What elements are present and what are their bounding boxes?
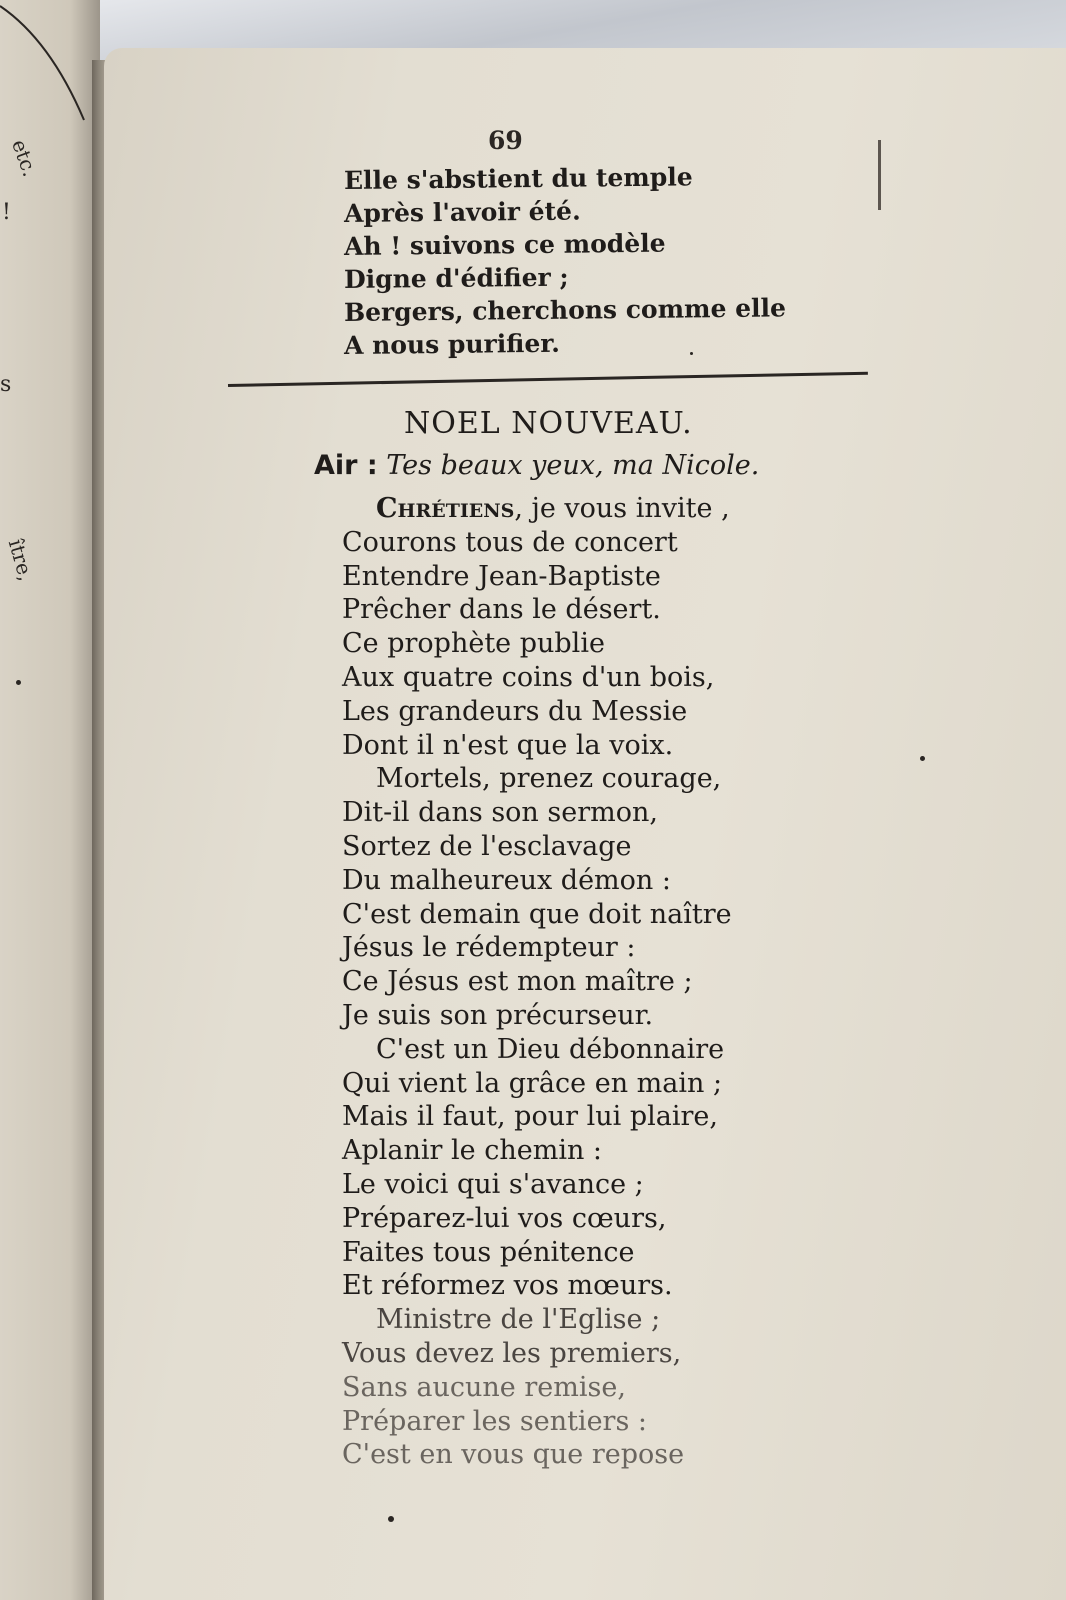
- verse-line: Mais il faut, pour lui plaire,: [342, 1101, 718, 1133]
- verse-line: Du malheureux démon :: [342, 864, 671, 896]
- ink-speck: [690, 352, 693, 355]
- verse-line: Aux quatre coins d'un bois,: [342, 661, 715, 693]
- song-title: NOEL NOUVEAU.: [404, 406, 693, 441]
- verse-line: C'est demain que doit naître: [342, 898, 732, 930]
- left-page-edge: [0, 0, 100, 1600]
- verse-line: Aplanir le chemin :: [342, 1135, 603, 1167]
- song-lyrics: [342, 492, 732, 1472]
- air-indication: [314, 450, 759, 481]
- margin-mark: [878, 140, 881, 210]
- verse-line: Le voici qui s'avance ;: [342, 1168, 644, 1200]
- previous-song-ending: [344, 164, 786, 362]
- ink-speck: [920, 756, 925, 761]
- page-curve-line: [0, 0, 100, 140]
- ink-speck: [388, 1516, 394, 1522]
- verse-line: Courons tous de concert: [342, 526, 678, 558]
- left-fragment-itre: ître,: [3, 536, 39, 584]
- verse-line: Dit-il dans son sermon,: [342, 797, 658, 829]
- left-fragment-exclaim: !: [2, 200, 11, 225]
- verse-line: Elle s'abstient du temple: [343, 162, 693, 195]
- verse-line: Digne d'édifier ;: [343, 262, 569, 294]
- verse-line-first: [342, 492, 732, 526]
- page-number: 69: [488, 126, 523, 155]
- verse-line: Dont il n'est que la voix.: [342, 729, 674, 761]
- verse-line: C'est en vous que repose: [342, 1439, 685, 1471]
- verse-line: Ce prophète publie: [342, 628, 605, 660]
- verse-line: Préparer les sentiers :: [342, 1405, 647, 1437]
- verse-line: Et réformez vos mœurs.: [342, 1270, 673, 1302]
- verse-line: Ce Jésus est mon maître ;: [342, 966, 693, 998]
- verse-line: Faites tous pénitence: [342, 1236, 635, 1268]
- left-fragment-etc: etc.: [7, 136, 43, 180]
- verse-line: Après l'avoir été.: [343, 196, 581, 228]
- ink-speck: [16, 680, 21, 685]
- verse-line: Sortez de l'esclavage: [342, 830, 632, 862]
- verse-line: Jésus le rédempteur :: [342, 932, 636, 964]
- verse-line: Entendre Jean-Baptiste: [342, 560, 661, 592]
- verse-line: Les grandeurs du Messie: [342, 695, 688, 727]
- verse-line: Bergers, cherchons comme elle: [343, 293, 787, 327]
- verse-line: Ah ! suivons ce modèle: [343, 228, 666, 261]
- verse-line-stanza-start: Mortels, prenez courage,: [376, 763, 722, 795]
- air-label: Air :: [314, 450, 378, 481]
- first-word: Chrétiens: [376, 493, 515, 524]
- air-tune: Tes beaux yeux, ma Nicole.: [386, 450, 760, 481]
- verse-line-stanza-start: C'est un Dieu débonnaire: [376, 1033, 725, 1065]
- verse-line: A nous purifier.: [343, 328, 561, 360]
- verse-line: Sans aucune remise,: [342, 1371, 626, 1403]
- verse-line-stanza-start: Ministre de l'Eglise ;: [376, 1304, 661, 1336]
- verse-line: Je suis son précurseur.: [342, 999, 654, 1031]
- verse-line: Prêcher dans le désert.: [342, 594, 661, 626]
- first-line-rest: , je vous invite ,: [514, 493, 730, 524]
- verse-line: Vous devez les premiers,: [342, 1337, 682, 1369]
- verse-line: Qui vient la grâce en main ;: [342, 1067, 723, 1099]
- verse-line: Préparez-lui vos cœurs,: [342, 1202, 667, 1234]
- left-fragment-s: s: [0, 372, 12, 397]
